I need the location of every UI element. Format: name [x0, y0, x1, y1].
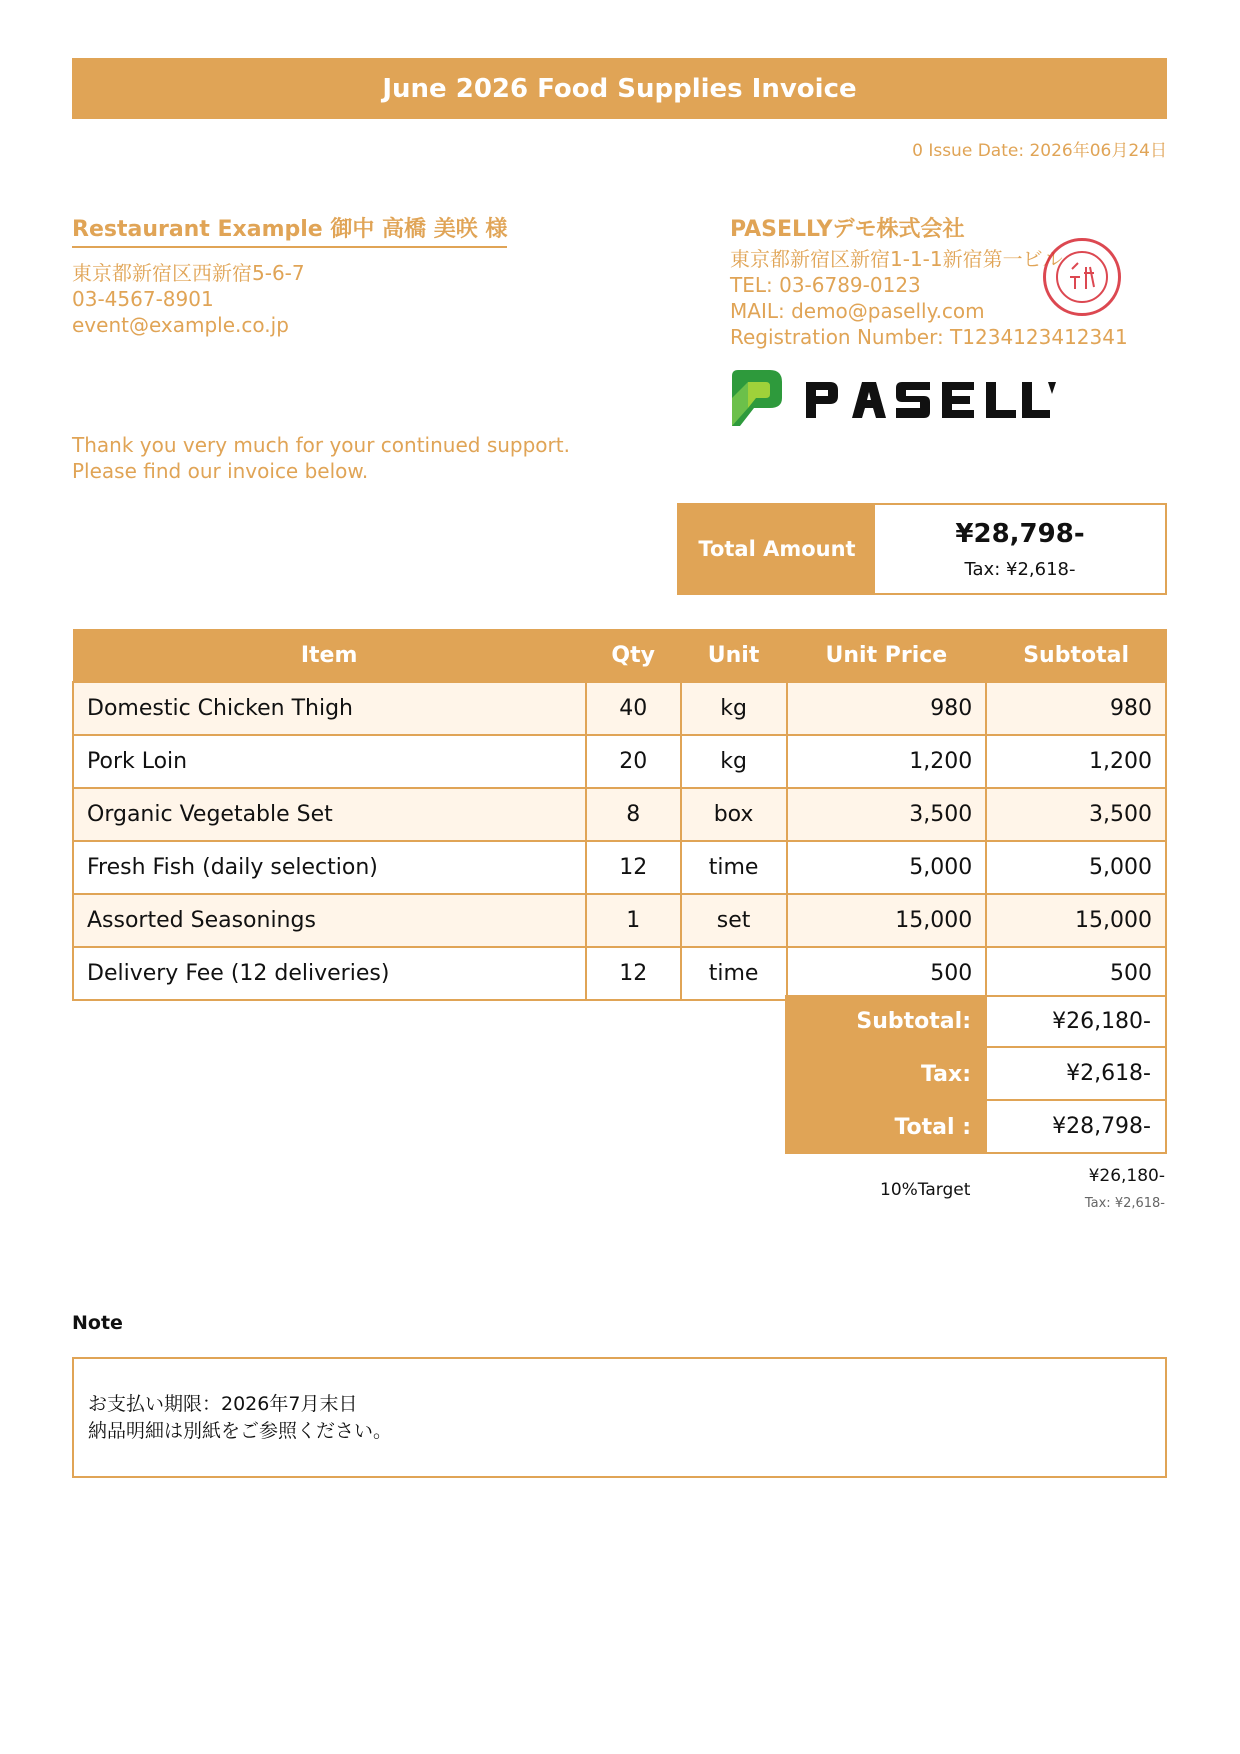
seal-glyphs	[1046, 241, 1118, 313]
summary-total-value: ¥28,798-	[985, 1101, 1167, 1154]
company-address: 東京都新宿区新宿1-1-1新宿第一ビル	[730, 247, 1063, 271]
invoice-items-table	[72, 629, 1167, 1001]
summary-tax-value: ¥2,618-	[985, 1048, 1167, 1101]
item-name: Organic Vegetable Set	[73, 788, 586, 841]
header-qty: Qty	[586, 629, 681, 682]
item-subtotal: 500	[986, 947, 1166, 1000]
invoice-title-bar	[72, 58, 1167, 119]
note-line-2: 納品明細は別紙をご参照ください。	[88, 1420, 393, 1442]
table-row	[73, 788, 1166, 841]
item-unit-price: 15,000	[787, 894, 987, 947]
note-heading: Note	[72, 1312, 123, 1334]
summary-subtotal-row	[785, 995, 1167, 1048]
item-name: Delivery Fee (12 deliveries)	[73, 947, 586, 1000]
table-header-row	[73, 629, 1166, 682]
item-subtotal: 3,500	[986, 788, 1166, 841]
item-subtotal: 980	[986, 682, 1166, 735]
company-name: PASELLYデモ株式会社	[730, 217, 965, 242]
item-name: Pork Loin	[73, 735, 586, 788]
item-qty: 12	[586, 947, 681, 1000]
company-seal-stamp	[1043, 238, 1121, 316]
issue-date: 0 Issue Date: 2026年06月24日	[912, 141, 1167, 161]
total-amount-values	[875, 505, 1165, 593]
item-unit-price: 980	[787, 682, 987, 735]
company-mail: MAIL: demo@paselly.com	[730, 299, 985, 323]
item-qty: 40	[586, 682, 681, 735]
tax-target-amount: ¥26,180-	[1088, 1166, 1165, 1186]
table-row	[73, 682, 1166, 735]
greeting-line-1: Thank you very much for your continued support.	[72, 433, 570, 457]
item-subtotal: 5,000	[986, 841, 1166, 894]
company-registration: Registration Number: T1234123412341	[730, 325, 1128, 349]
company-tel: TEL: 03-6789-0123	[730, 273, 921, 297]
tax-target-tax: Tax: ¥2,618-	[1084, 1196, 1165, 1211]
note-box	[72, 1357, 1167, 1478]
total-amount-tax: Tax: ¥2,618-	[964, 558, 1076, 580]
table-row	[73, 894, 1166, 947]
client-address: 東京都新宿区西新宿5-6-7	[72, 261, 305, 285]
summary-subtotal-value: ¥26,180-	[985, 995, 1167, 1048]
item-name: Assorted Seasonings	[73, 894, 586, 947]
header-subtotal: Subtotal	[986, 629, 1166, 682]
item-unit: time	[681, 841, 787, 894]
item-subtotal: 1,200	[986, 735, 1166, 788]
client-email: event@example.co.jp	[72, 313, 289, 337]
header-unit-price: Unit Price	[787, 629, 987, 682]
invoice-title: June 2026 Food Supplies Invoice	[382, 73, 857, 104]
item-unit: set	[681, 894, 787, 947]
item-qty: 1	[586, 894, 681, 947]
summary-block	[785, 995, 1167, 1154]
total-amount-box	[677, 503, 1167, 595]
item-unit: kg	[681, 682, 787, 735]
item-unit: box	[681, 788, 787, 841]
item-qty: 12	[586, 841, 681, 894]
client-phone: 03-4567-8901	[72, 287, 214, 311]
item-name: Domestic Chicken Thigh	[73, 682, 586, 735]
table-row	[73, 947, 1166, 1000]
item-qty: 20	[586, 735, 681, 788]
item-name: Fresh Fish (daily selection)	[73, 841, 586, 894]
total-amount-label: Total Amount	[679, 505, 875, 593]
item-unit-price: 5,000	[787, 841, 987, 894]
summary-subtotal-label: Subtotal:	[785, 995, 985, 1048]
header-item: Item	[73, 629, 586, 682]
summary-tax-row	[785, 1048, 1167, 1101]
client-info	[72, 260, 305, 338]
item-subtotal: 15,000	[986, 894, 1166, 947]
item-qty: 8	[586, 788, 681, 841]
note-line-1: お支払い期限：2026年7月末日	[88, 1393, 358, 1415]
item-unit-price: 500	[787, 947, 987, 1000]
summary-tax-label: Tax:	[785, 1048, 985, 1101]
summary-total-label: Total :	[785, 1101, 985, 1154]
paselly-logo	[730, 368, 1070, 428]
item-unit-price: 1,200	[787, 735, 987, 788]
client-name: Restaurant Example 御中 高橋 美咲 様	[72, 212, 507, 248]
item-unit-price: 3,500	[787, 788, 987, 841]
item-unit: time	[681, 947, 787, 1000]
greeting-line-2: Please find our invoice below.	[72, 459, 369, 483]
item-unit: kg	[681, 735, 787, 788]
paselly-logo-mark	[730, 368, 1070, 428]
table-row	[73, 735, 1166, 788]
greeting-text	[72, 432, 570, 484]
tax-target-label: 10%Target	[880, 1180, 971, 1200]
total-amount-value: ¥28,798-	[955, 518, 1085, 549]
summary-total-row	[785, 1101, 1167, 1154]
header-unit: Unit	[681, 629, 787, 682]
table-row	[73, 841, 1166, 894]
